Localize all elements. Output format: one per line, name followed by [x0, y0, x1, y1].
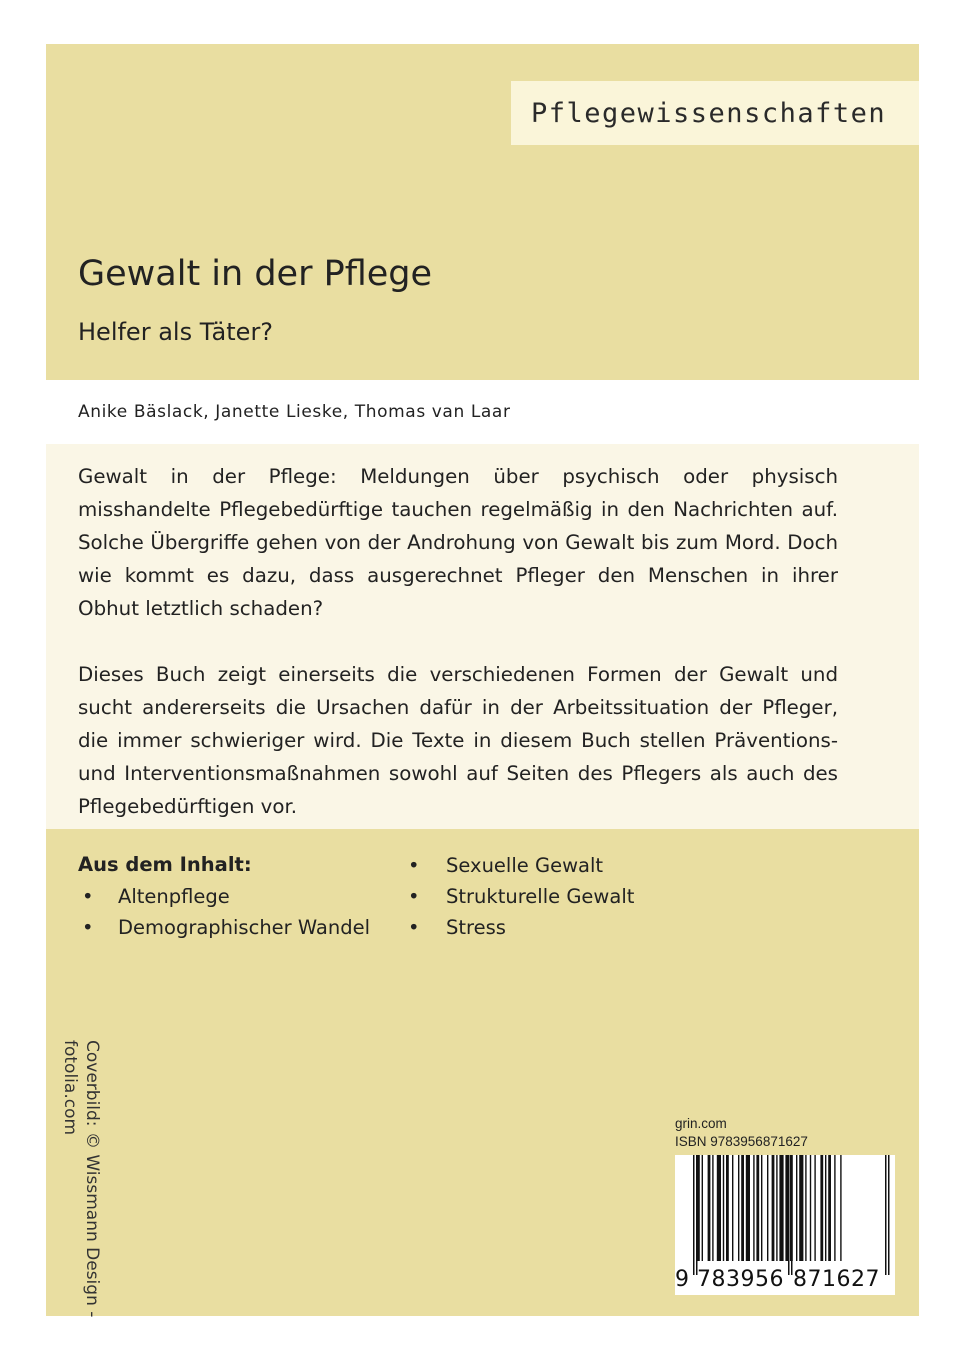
cover-image-credit: [59, 1040, 103, 1317]
list-item: Demographischer Wandel: [118, 916, 371, 939]
book-subtitle: Helfer als Täter?: [78, 318, 274, 346]
barcode-bar: [717, 1155, 721, 1261]
barcode-bar: [708, 1155, 711, 1261]
barcode-bar: [702, 1155, 703, 1261]
barcode: [675, 1155, 895, 1295]
barcode-bar: [785, 1155, 788, 1261]
barcode-bar: [796, 1155, 797, 1261]
barcode-bar: [746, 1155, 750, 1261]
bullet-icon: •: [408, 916, 420, 939]
barcode-bar: [885, 1155, 887, 1275]
list-item: Sexuelle Gewalt: [446, 854, 604, 877]
barcode-digit-lead: 9: [675, 1267, 689, 1292]
barcode-bar: [772, 1155, 775, 1261]
barcode-bar: [741, 1155, 744, 1261]
isbn-label: ISBN 9783956871627: [675, 1134, 808, 1149]
barcode-bar: [761, 1155, 762, 1261]
barcode-digits-right: 871627: [793, 1267, 880, 1292]
barcode-bar: [805, 1155, 806, 1261]
barcode-bar: [756, 1155, 759, 1261]
list-item: Strukturelle Gewalt: [446, 885, 635, 908]
barcode-bar: [712, 1155, 713, 1261]
barcode-bar: [767, 1155, 768, 1261]
barcode-bar: [834, 1155, 835, 1261]
barcode-bar: [888, 1155, 890, 1275]
authors: Anike Bäslack, Janette Lieske, Thomas van Laar: [78, 402, 511, 422]
barcode-bar: [814, 1155, 815, 1261]
series-label: Pflegewissenschaften: [511, 81, 919, 145]
barcode-bar: [693, 1155, 695, 1275]
bullet-icon: •: [82, 916, 94, 939]
barcode-bar: [753, 1155, 754, 1261]
barcode-bar: [732, 1155, 733, 1261]
blurb: [78, 460, 838, 856]
barcode-bar: [799, 1155, 803, 1261]
book-title: Gewalt in der Pflege: [78, 254, 433, 294]
list-item: Stress: [446, 916, 506, 939]
barcode-bar: [791, 1155, 793, 1275]
barcode-bar: [820, 1155, 823, 1261]
barcode-bar: [776, 1155, 777, 1261]
barcode-bar: [828, 1155, 831, 1261]
barcode-digits-left: 783956: [697, 1267, 784, 1292]
bullet-icon: •: [408, 854, 420, 877]
bullet-icon: •: [82, 885, 94, 908]
blurb-paragraph-2: Dieses Buch zeigt einerseits die verschiedenen Formen der Gewalt und sucht andererseits die Ursachen dafür in der Arbeitssituation der Pfleger, die immer schwieriger wird. Die Texte in diesem Buch stellen Präventions- und Interventionsmaßnahmen sowohl auf Seiten des Pflegers als auch des Pflegebedürftigen vor.: [78, 663, 838, 818]
barcode-bar: [788, 1155, 790, 1275]
list-item: Altenpflege: [118, 885, 230, 908]
barcode-bar: [825, 1155, 826, 1261]
contents-heading: Aus dem Inhalt:: [78, 853, 252, 876]
blurb-paragraph-1: Gewalt in der Pflege: Meldungen über psychisch oder physisch misshandelte Pflegebedürftige tauchen regelmäßig in den Nachrichten auf. Solche Übergriffe gehen von der Androhung von Gewalt bis zum Mord. Doch wie kommt es dazu, dass ausgerechnet Pfleger den Menschen in ihrer Obhut letztlich schaden?: [78, 465, 838, 620]
credit-line-2: fotolia.com: [60, 1040, 80, 1136]
barcode-bar: [779, 1155, 783, 1261]
barcode-bar: [840, 1155, 841, 1261]
credit-line-1: Coverbild: © Wissmann Design -: [82, 1040, 102, 1318]
barcode-bar: [810, 1155, 811, 1261]
bullet-icon: •: [408, 885, 420, 908]
publisher-info: [675, 1115, 808, 1151]
barcode-bar: [723, 1155, 724, 1261]
publisher-website: grin.com: [675, 1116, 727, 1131]
barcode-bar: [697, 1155, 700, 1261]
barcode-bar: [738, 1155, 739, 1261]
barcode-bar: [726, 1155, 729, 1261]
